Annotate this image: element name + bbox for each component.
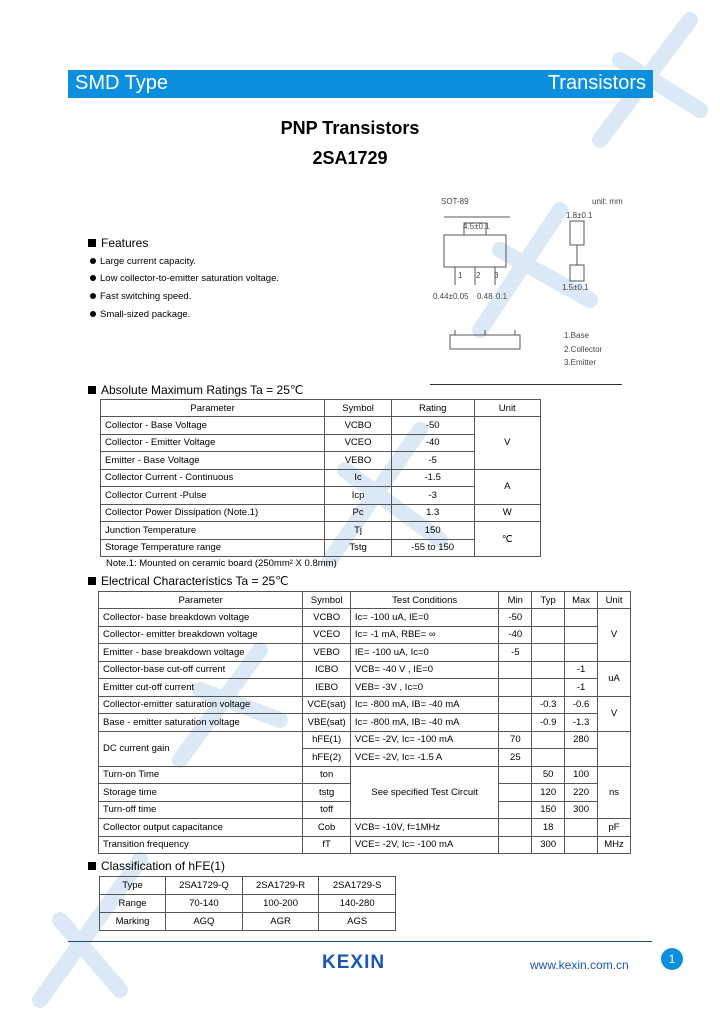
square-bullet-icon [88, 862, 96, 870]
typ-cell: 18 [532, 819, 565, 837]
symbol-cell: toff [303, 801, 351, 819]
min-cell: 70 [499, 731, 532, 749]
elec-table [98, 591, 631, 854]
param-cell: Emitter - base breakdown voltage [99, 644, 303, 662]
col-header: 2SA1729-Q [166, 877, 243, 895]
param-cell: Collector-base cut-off current [99, 661, 303, 679]
col-header: Unit [598, 592, 631, 609]
symbol-cell: ton [303, 766, 351, 784]
min-cell [499, 801, 532, 819]
min-cell: 25 [499, 749, 532, 767]
param-cell: Collector output capacitance [99, 819, 303, 837]
dim-label: 0.1 [496, 292, 508, 301]
typ-cell [532, 661, 565, 679]
symbol-cell: hFE(2) [303, 749, 351, 767]
dim-label: 1.5±0.1 [562, 283, 589, 292]
symbol-cell: IEBO [303, 679, 351, 697]
table-cell: Marking [100, 912, 166, 930]
max-cell: 100 [565, 766, 598, 784]
rating-cell: 150 [391, 522, 474, 540]
unit-cell: V [598, 696, 631, 731]
param-cell: Storage Temperature range [101, 539, 325, 557]
abs-max-table [100, 399, 541, 557]
min-cell [499, 661, 532, 679]
cond-cell: VEB= -3V , Ic=0 [350, 679, 498, 697]
typ-cell: -0.9 [532, 714, 565, 732]
max-cell: -1 [565, 661, 598, 679]
table-row [99, 731, 631, 749]
dim-label: 4.5±0.1 [463, 222, 490, 231]
symbol-cell: VEBO [303, 644, 351, 662]
col-header: Typ [532, 592, 565, 609]
param-cell: Junction Temperature [101, 522, 325, 540]
table-row [100, 912, 396, 930]
col-header: Min [499, 592, 532, 609]
min-cell: -5 [499, 644, 532, 662]
param-cell: Collector - Base Voltage [101, 417, 325, 435]
features-heading: Features [88, 236, 148, 250]
table-row [99, 661, 631, 679]
page-number: 1 [661, 948, 683, 970]
unit-cell: W [474, 504, 541, 522]
min-cell [499, 679, 532, 697]
table-cell: 100-200 [242, 894, 319, 912]
table-row [101, 417, 541, 435]
footer-divider [68, 941, 652, 942]
max-cell [565, 609, 598, 627]
pin-label: 2.Collector [564, 345, 603, 354]
col-header: Type [100, 877, 166, 895]
abs-max-heading: Absolute Maximum Ratings Ta = 25℃ [88, 383, 303, 397]
cond-cell: IE= -100 uA, Ic=0 [350, 644, 498, 662]
pin-number: 2 [476, 271, 481, 280]
col-header: 2SA1729-R [242, 877, 319, 895]
symbol-cell: Tj [325, 522, 392, 540]
symbol-cell: Icp [325, 487, 392, 505]
typ-cell [532, 679, 565, 697]
param-cell: Collector Power Dissipation (Note.1) [101, 504, 325, 522]
table-row [99, 714, 631, 732]
col-header: Parameter [99, 592, 303, 609]
param-cell: Turn-off time [99, 801, 303, 819]
cond-cell: Ic= -800 mA, IB= -40 mA [350, 714, 498, 732]
table-row [99, 836, 631, 854]
param-cell: Base - emitter saturation voltage [99, 714, 303, 732]
max-cell [565, 626, 598, 644]
header-left: SMD Type [75, 72, 168, 94]
cond-cell: Ic= -100 uA, IE=0 [350, 609, 498, 627]
symbol-cell: ICBO [303, 661, 351, 679]
param-cell: Turn-on Time [99, 766, 303, 784]
symbol-cell: VCBO [325, 417, 392, 435]
table-row [99, 819, 631, 837]
col-header: 2SA1729-S [319, 877, 396, 895]
col-header: Rating [391, 400, 474, 417]
rating-cell: -1.5 [391, 469, 474, 487]
square-bullet-icon [88, 577, 96, 585]
max-cell [565, 749, 598, 767]
unit-cell: MHz [598, 836, 631, 854]
rating-cell: -3 [391, 487, 474, 505]
bullet-icon [90, 311, 96, 317]
table-row [100, 877, 396, 895]
symbol-cell: VCBO [303, 609, 351, 627]
col-header: Symbol [303, 592, 351, 609]
classification-table [99, 876, 396, 931]
package-name: SOT-89 [441, 197, 469, 206]
cond-cell: VCB= -40 V , IE=0 [350, 661, 498, 679]
symbol-cell: VCEO [325, 434, 392, 452]
symbol-cell: VBE(sat) [303, 714, 351, 732]
unit-cell: pF [598, 819, 631, 837]
min-cell [499, 714, 532, 732]
typ-cell [532, 644, 565, 662]
max-cell [565, 644, 598, 662]
typ-cell [532, 749, 565, 767]
pin-number: 3 [494, 271, 499, 280]
kexin-logo: KEXIN [322, 952, 386, 973]
feature-item: Small-sized package. [90, 309, 190, 320]
unit-cell: ℃ [474, 522, 541, 557]
cond-cell: See specified Test Circuit [350, 766, 498, 819]
param-cell: Collector- emitter breakdown voltage [99, 626, 303, 644]
table-cell: 70-140 [166, 894, 243, 912]
table-cell: AGQ [166, 912, 243, 930]
unit-cell: V [474, 417, 541, 470]
typ-cell: -0.3 [532, 696, 565, 714]
min-cell [499, 766, 532, 784]
typ-cell [532, 731, 565, 749]
unit-cell: uA [598, 661, 631, 696]
table-row [100, 894, 396, 912]
bullet-icon [90, 258, 96, 264]
symbol-cell: VEBO [325, 452, 392, 470]
square-bullet-icon [88, 386, 96, 394]
max-cell: 300 [565, 801, 598, 819]
min-cell [499, 819, 532, 837]
param-cell: Emitter cut-off current [99, 679, 303, 697]
cond-cell: VCE= -2V, Ic= -1.5 A [350, 749, 498, 767]
param-cell: Storage time [99, 784, 303, 802]
elec-heading: Electrical Characteristics Ta = 25℃ [88, 574, 289, 588]
table-row [99, 626, 631, 644]
header-right: Transistors [547, 72, 646, 94]
table-note: Note.1: Mounted on ceramic board (250mm² X 0.8mm) [106, 558, 337, 569]
cond-cell: VCB= -10V, f=1MHz [350, 819, 498, 837]
table-cell: Range [100, 894, 166, 912]
cond-cell: VCE= -2V, Ic= -100 mA [350, 731, 498, 749]
symbol-cell: hFE(1) [303, 731, 351, 749]
table-row [99, 644, 631, 662]
max-cell: 220 [565, 784, 598, 802]
page-title: PNP Transistors [280, 118, 420, 138]
table-row [101, 504, 541, 522]
param-cell: Transition frequency [99, 836, 303, 854]
max-cell: -0.6 [565, 696, 598, 714]
param-cell: DC current gain [99, 731, 303, 766]
rating-cell: -40 [391, 434, 474, 452]
dim-label: 0.48 [477, 292, 493, 301]
min-cell [499, 836, 532, 854]
table-row [99, 696, 631, 714]
rating-cell: -50 [391, 417, 474, 435]
table-row [99, 609, 631, 627]
symbol-cell: VCEO [303, 626, 351, 644]
feature-item: Large current capacity. [90, 256, 196, 267]
dim-label: 1.8±0.1 [566, 211, 593, 220]
col-header: Unit [474, 400, 541, 417]
table-cell: 140-280 [319, 894, 396, 912]
feature-item: Fast switching speed. [90, 291, 191, 302]
dim-label: 0.44±0.05 [433, 292, 469, 301]
section-divider [430, 384, 622, 385]
table-row [101, 522, 541, 540]
typ-cell: 120 [532, 784, 565, 802]
col-header: Test Conditions [350, 592, 498, 609]
table-row [101, 469, 541, 487]
unit-cell [598, 731, 631, 766]
pin-number: 1 [458, 271, 463, 280]
col-header: Parameter [101, 400, 325, 417]
min-cell: -40 [499, 626, 532, 644]
col-header: Max [565, 592, 598, 609]
max-cell: -1.3 [565, 714, 598, 732]
max-cell [565, 836, 598, 854]
max-cell [565, 819, 598, 837]
typ-cell: 150 [532, 801, 565, 819]
cond-cell: Ic= -800 mA, IB= -40 mA [350, 696, 498, 714]
param-cell: Collector Current -Pulse [101, 487, 325, 505]
param-cell: Collector- base breakdown voltage [99, 609, 303, 627]
website-link[interactable]: www.kexin.com.cn [530, 958, 629, 972]
symbol-cell: Pc [325, 504, 392, 522]
min-cell [499, 696, 532, 714]
rating-cell: -5 [391, 452, 474, 470]
rating-cell: 1.3 [391, 504, 474, 522]
unit-cell: ns [598, 766, 631, 819]
param-cell: Collector - Emitter Voltage [101, 434, 325, 452]
table-cell: AGS [319, 912, 396, 930]
symbol-cell: fT [303, 836, 351, 854]
unit-cell: A [474, 469, 541, 504]
bullet-icon [90, 293, 96, 299]
symbol-cell: Tstg [325, 539, 392, 557]
param-cell: Collector Current - Continuous [101, 469, 325, 487]
typ-cell [532, 626, 565, 644]
feature-item: Low collector-to-emitter saturation voltage. [90, 273, 279, 284]
unit-label: unit: mm [592, 197, 623, 206]
pin-label: 1.Base [564, 331, 589, 340]
symbol-cell: Cob [303, 819, 351, 837]
square-bullet-icon [88, 239, 96, 247]
rating-cell: -55 to 150 [391, 539, 474, 557]
max-cell: 280 [565, 731, 598, 749]
table-row [99, 766, 631, 784]
typ-cell [532, 609, 565, 627]
table-cell: AGR [242, 912, 319, 930]
unit-cell: V [598, 609, 631, 662]
typ-cell: 50 [532, 766, 565, 784]
cond-cell: Ic= -1 mA, RBE= ∞ [350, 626, 498, 644]
part-number: 2SA1729 [312, 148, 388, 168]
min-cell [499, 784, 532, 802]
header-banner [68, 70, 653, 98]
pin-label: 3.Emitter [564, 358, 597, 367]
symbol-cell: tstg [303, 784, 351, 802]
param-cell: Emitter - Base Voltage [101, 452, 325, 470]
bullet-icon [90, 275, 96, 281]
max-cell: -1 [565, 679, 598, 697]
typ-cell: 300 [532, 836, 565, 854]
param-cell: Collector-emitter saturation voltage [99, 696, 303, 714]
table-row [99, 679, 631, 697]
cond-cell: VCE= -2V, Ic= -100 mA [350, 836, 498, 854]
col-header: Symbol [325, 400, 392, 417]
classification-heading: Classification of hFE(1) [88, 859, 225, 873]
min-cell: -50 [499, 609, 532, 627]
symbol-cell: Ic [325, 469, 392, 487]
symbol-cell: VCE(sat) [303, 696, 351, 714]
